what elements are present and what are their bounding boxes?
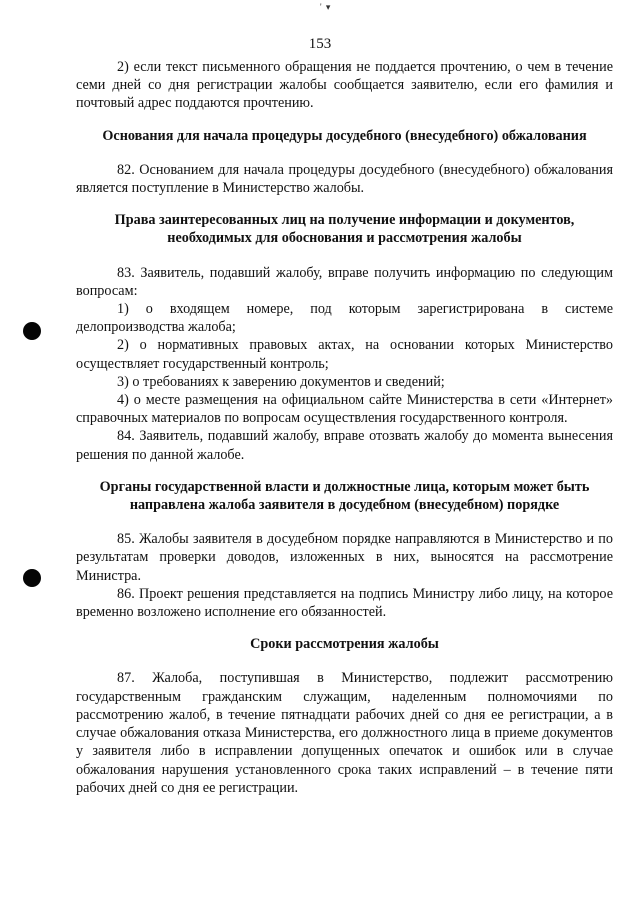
paragraph-85: 85. Жалобы заявителя в досудебном порядке направляются в Министерство и по результатам проверки доводов, изложенных в них, выносятся на рассмотрение Министра. bbox=[76, 531, 613, 584]
paragraph-83: 83. Заявитель, подавший жалобу, вправе получить информацию по следующим вопросам: bbox=[76, 264, 613, 299]
section-heading-authorities: Органы государственной власти и должностные лица, которым может быть направлена жалоба заявителя в досудебном (внесудебном) порядке bbox=[99, 478, 590, 514]
binder-hole-icon bbox=[23, 322, 41, 340]
scan-artifact-mark: ' ▾ bbox=[320, 2, 332, 12]
section-heading-rights: Права заинтересованных лиц на получение информации и документов, необходимых для обоснования и рассмотрения жалобы bbox=[114, 212, 575, 247]
paragraph-83-item-3: 3) о требованиях к заверению документов и сведений; bbox=[117, 373, 445, 390]
section-heading-grounds: Основания для начала процедуры досудебного (внесудебного) обжалования bbox=[102, 127, 587, 144]
section-heading-deadlines: Сроки рассмотрения жалобы bbox=[250, 636, 439, 653]
paragraph-86: 86. Проект решения представляется на подпись Министру либо лицу, на которое временно возложено исполнение его обязанностей. bbox=[76, 585, 613, 621]
paragraph-82: 82. Основанием для начала процедуры досудебного (внесудебного) обжалования является поступление в Министерство жалобы. bbox=[76, 161, 613, 197]
binder-hole-icon bbox=[23, 569, 41, 587]
paragraph-84: 84. Заявитель, подавший жалобу, вправе отозвать жалобу до момента вынесения решения по данной жалобе. bbox=[76, 428, 613, 463]
page-number: 153 bbox=[308, 36, 332, 52]
paragraph-87: 87. Жалоба, поступившая в Министерство, подлежит рассмотрению государственным гражданским служащим, наделенным полномочиями по рассмотрению жалоб, в течение пятнадцати рабочих дней со дня ее регистрации, а в случае обжалования отказа Министерства, его должностного лица в приеме документов у заявителя либо в исправлении допущенных опечаток и ошибок или в случае обжалования нарушения установленного срока таких исправлений – в течение пяти рабочих дней со дня ее регистрации. bbox=[76, 670, 613, 796]
paragraph-83-item-1: 1) о входящем номере, под которым зарегистрирована в системе делопроизводства жалоба; bbox=[76, 301, 613, 336]
document-body bbox=[76, 58, 613, 797]
paragraph-83-item-4: 4) о месте размещения на официальном сайте Министерства в сети «Интернет» справочных материалов по вопросам осуществления государственного контроля. bbox=[76, 392, 613, 427]
paragraph-83-item-2: 2) о нормативных правовых актах, на основании которых Министерство осуществляет государственный контроль; bbox=[76, 337, 613, 372]
paragraph-81-item-2: 2) если текст письменного обращения не поддается прочтению, о чем в течение семи дней со дня регистрации жалобы сообщается заявителю, если его фамилия и почтовый адрес поддаются прочтению. bbox=[76, 59, 613, 112]
